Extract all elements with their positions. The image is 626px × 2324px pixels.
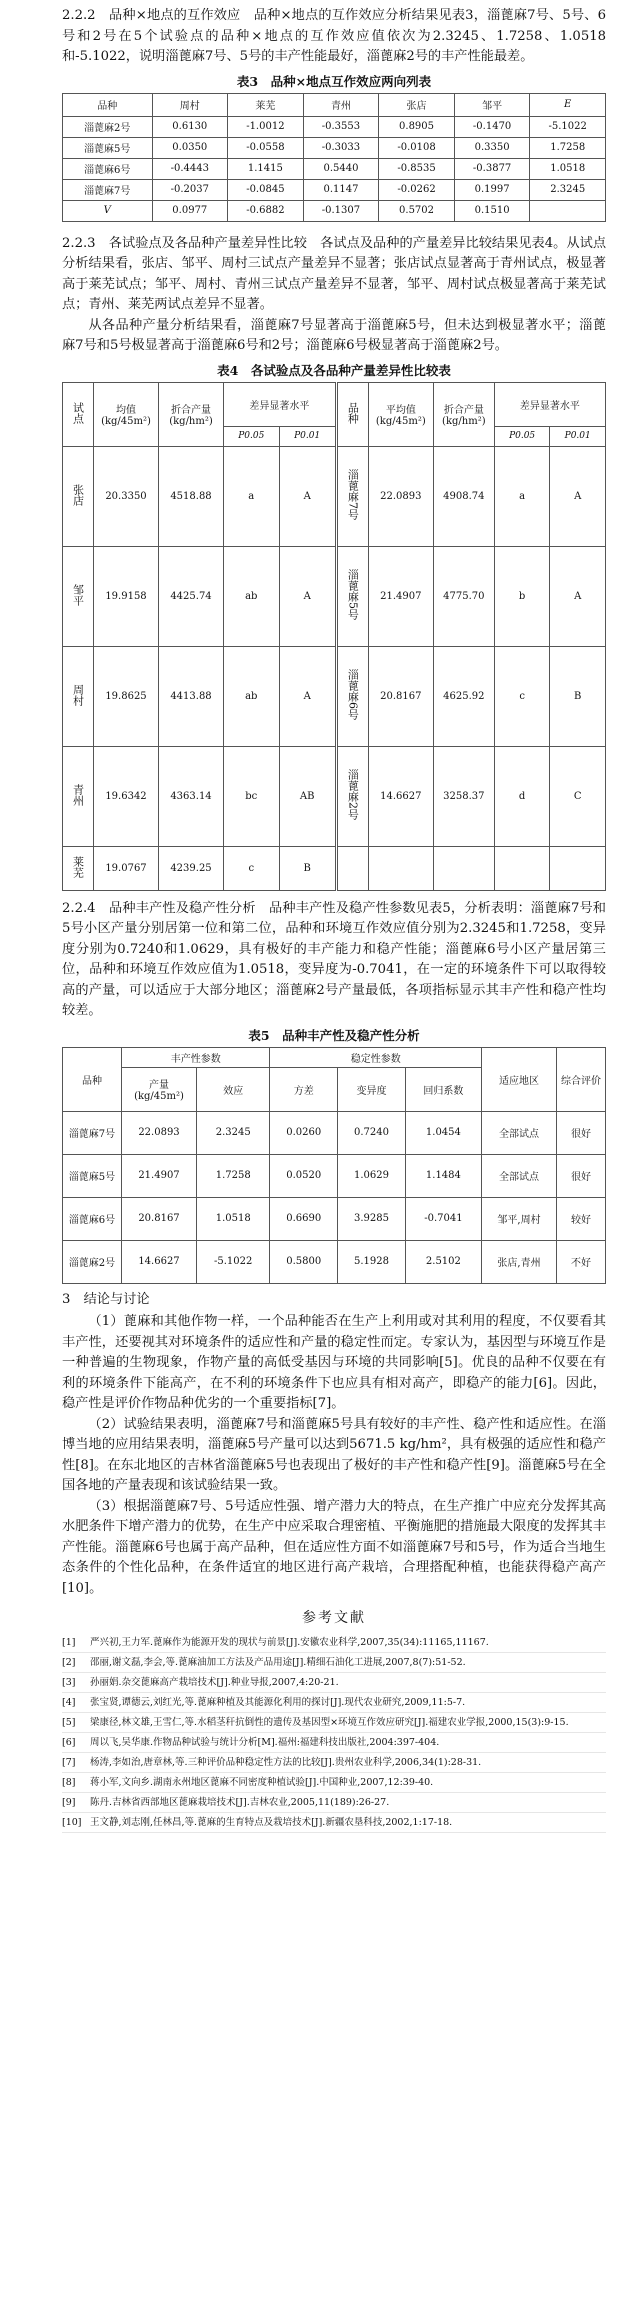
table-3: [62, 93, 606, 222]
section-heading: 2.2.4 品种丰产性及稳产性分析: [62, 900, 256, 916]
table-cell: 19.0767: [94, 846, 159, 890]
table-cell: 淄蓖麻2号: [63, 1240, 122, 1283]
table-cell: [368, 846, 433, 890]
table-cell: [63, 846, 94, 890]
table-header-cell: 青州: [303, 93, 379, 116]
table-cell: -0.0108: [379, 137, 455, 158]
table-cell: -0.0558: [228, 137, 304, 158]
table-cell: ab: [224, 646, 280, 746]
table-cell: [63, 746, 94, 846]
table-cell: -0.1470: [454, 116, 530, 137]
table-cell: [433, 846, 494, 890]
variety-name: 淄蓖麻5号: [346, 569, 360, 620]
table-header-cell: 差异显著水平: [494, 382, 605, 426]
reference-text: 蒋小军,文向乡.湖南永州地区蓖麻不同密度种植试验[J].中国种业,2007,12:39-40.: [90, 1777, 434, 1788]
table-cell: 19.6342: [94, 746, 159, 846]
table-cell: -0.4443: [152, 158, 228, 179]
section-2-2-2: [62, 6, 606, 68]
table-header-cell: 品种: [63, 1047, 122, 1111]
table-row: [63, 137, 606, 158]
table-cell: 0.6130: [152, 116, 228, 137]
table-cell: 1.7258: [197, 1154, 270, 1197]
table-cell: -5.1022: [197, 1240, 270, 1283]
table-cell: 0.5800: [270, 1240, 338, 1283]
table-cell: 0.3350: [454, 137, 530, 158]
table-cell: [336, 546, 368, 646]
table-header-cell: P0.05: [224, 426, 280, 446]
table-header-cell: [159, 382, 224, 446]
table-cell: 不好: [557, 1240, 606, 1283]
paragraph-text: 从各品种产量分析结果看，淄蓖麻7号显著高于淄蓖麻5号，但未达到极显著水平；淄蓖麻7号和5号极显著高于淄蓖麻6号和2号；淄蓖麻6号极显著高于淄蓖麻2号。: [62, 317, 606, 353]
section-2-2-4: [62, 899, 606, 1022]
table-cell: 1.0518: [530, 158, 606, 179]
table-cell: 淄蓖麻7号: [63, 1111, 122, 1154]
reference-text: 杨涛,李如治,唐章林,等.三种评价品种稳定性方法的比较[J].贵州农业科学,2006,34(1):28-31.: [90, 1757, 482, 1768]
table-header-cell: E: [530, 93, 606, 116]
table-cell: -5.1022: [530, 116, 606, 137]
table-cell: [63, 446, 94, 546]
site-name: 青州: [71, 783, 85, 806]
paragraph-text: （3）根据淄蓖麻7号、5号适应性强、增产潜力大的特点，在生产推广中应充分发挥其高水肥条件下增产潜力的优势，在生产中应采取合理密植、平衡施肥的措施最大限度的发挥其丰产性能。淄蓖麻6号也属于高产品种，但在适应性方面不如淄蓖麻7号和5号，作为适合当地生态条件的个性化品种，在条件适宜的地区进行高产栽培，合理搭配种植，也能获得稳产高产[10]。: [62, 1498, 606, 1596]
table-cell: 19.8625: [94, 646, 159, 746]
table-cell: [336, 846, 368, 890]
table-cell: 1.1484: [405, 1154, 481, 1197]
table-4-caption: 表4 各试验点及各品种产量差异性比较表: [217, 362, 451, 378]
table-cell: [550, 846, 606, 890]
site-name: 张店: [71, 483, 85, 506]
table-header-cell: 莱芜: [228, 93, 304, 116]
table-cell: 0.5702: [379, 200, 455, 221]
table-cell: 20.3350: [94, 446, 159, 546]
references-title: 参考文献: [302, 1610, 366, 1626]
table-cell: 淄蓖麻2号: [63, 116, 153, 137]
table-cell: 1.0518: [197, 1197, 270, 1240]
table-cell: a: [494, 446, 550, 546]
table-cell: c: [224, 846, 280, 890]
header-unit: (kg/45m²): [101, 416, 151, 427]
table-cell: [336, 446, 368, 546]
table-header-cell: 变异度: [338, 1067, 406, 1111]
reference-item: [62, 1773, 606, 1793]
section-2-2-3: [62, 234, 606, 316]
table-cell: -0.2037: [152, 179, 228, 200]
header-text: 平均值: [385, 405, 416, 416]
table-cell: 4625.92: [433, 646, 494, 746]
table-cell: A: [279, 546, 336, 646]
table-cell: 22.0893: [122, 1111, 197, 1154]
table-cell: bc: [224, 746, 280, 846]
table-row: [63, 1154, 606, 1197]
table-cell: 1.1415: [228, 158, 304, 179]
table-cell: 21.4907: [368, 546, 433, 646]
reference-number: [10]: [62, 1817, 82, 1828]
reference-number: [5]: [62, 1717, 76, 1728]
table-cell: [336, 646, 368, 746]
table-header-cell: 效应: [197, 1067, 270, 1111]
table-cell: 3.9285: [338, 1197, 406, 1240]
table-row: [63, 846, 606, 890]
table-cell: 14.6627: [368, 746, 433, 846]
table-cell: 2.5102: [405, 1240, 481, 1283]
header-unit: (kg/hm²): [169, 416, 213, 427]
table-cell: 0.1997: [454, 179, 530, 200]
header-text: 折合产量: [443, 405, 484, 416]
reference-item: [62, 1673, 606, 1693]
table-cell: 4363.14: [159, 746, 224, 846]
paragraph-text: 各试点及品种的产量差异比较结果见表4。从试点分析结果看，张店、邹平、周村三试点产量差异不显著；张店试点显著高于青州试点，极显著高于莱芜试点；邹平、周村、青州三试点产量差异不显著，邹平、周村试点极显著高于莱芜试点；青州、莱芜两试点差异不显著。: [62, 235, 607, 312]
site-name: 邹平: [71, 583, 85, 606]
table-cell: 4908.74: [433, 446, 494, 546]
table-cell: 0.5440: [303, 158, 379, 179]
table-cell: d: [494, 746, 550, 846]
paragraph-text: （2）试验结果表明，淄蓖麻7号和淄蓖麻5号具有较好的丰产性、稳产性和适应性。在淄博当地的应用结果表明，淄蓖麻5号产量可以达到5671.5 kg/hm²，具有极强的适应性和稳产性[8]。在东北地区的吉林省淄蓖麻5号也表现出了极好的丰产性和稳产性[9]。淄蓖麻5号在全国各地的产量表现和该试验结果一致。: [62, 1416, 606, 1493]
header-unit: (kg/hm²): [442, 416, 486, 427]
table-row: [63, 179, 606, 200]
table-header-cell: 综合评价: [557, 1047, 606, 1111]
header-text: 试点: [71, 401, 85, 424]
reference-item: [62, 1813, 606, 1833]
table-cell: 0.0520: [270, 1154, 338, 1197]
table-cell: 5.1928: [338, 1240, 406, 1283]
section-3-heading: 3 结论与讨论: [62, 1291, 150, 1307]
table-cell: 0.0350: [152, 137, 228, 158]
table-cell: A: [279, 646, 336, 746]
header-unit: (kg/45m²): [134, 1091, 184, 1102]
table-header-cell: [122, 1067, 197, 1111]
table-cell: 很好: [557, 1111, 606, 1154]
table-cell: -1.0012: [228, 116, 304, 137]
table-cell: a: [224, 446, 280, 546]
table-cell: V: [63, 200, 153, 221]
table-header-cell: P0.01: [550, 426, 606, 446]
reference-number: [4]: [62, 1697, 76, 1708]
table-cell: -0.8535: [379, 158, 455, 179]
table-cell: 4413.88: [159, 646, 224, 746]
table-cell: 1.0629: [338, 1154, 406, 1197]
table-cell: A: [550, 446, 606, 546]
table-cell: 2.3245: [530, 179, 606, 200]
table-header-cell: [433, 382, 494, 446]
table-cell: 0.6690: [270, 1197, 338, 1240]
section-heading: 2.2.3 各试验点及各品种产量差异性比较: [62, 235, 307, 251]
table-cell: 0.0977: [152, 200, 228, 221]
table-cell: b: [494, 546, 550, 646]
table-cell: A: [279, 446, 336, 546]
table-cell: 0.1510: [454, 200, 530, 221]
table-cell: 3258.37: [433, 746, 494, 846]
table-cell: B: [550, 646, 606, 746]
table-cell: B: [279, 846, 336, 890]
table-cell: 14.6627: [122, 1240, 197, 1283]
reference-number: [7]: [62, 1757, 76, 1768]
site-name: 莱芜: [71, 855, 85, 878]
table-cell: 较好: [557, 1197, 606, 1240]
variety-name: 淄蓖麻2号: [346, 769, 360, 820]
table-cell: -0.0262: [379, 179, 455, 200]
site-name: 周村: [71, 683, 85, 706]
table-header-cell: 邹平: [454, 93, 530, 116]
table-cell: c: [494, 646, 550, 746]
table-cell: 2.3245: [197, 1111, 270, 1154]
table-cell: 1.7258: [530, 137, 606, 158]
table-cell: 22.0893: [368, 446, 433, 546]
table-cell: 全部试点: [482, 1111, 557, 1154]
table-header-cell: [368, 382, 433, 446]
table-cell: [530, 200, 606, 221]
table-cell: 0.8905: [379, 116, 455, 137]
table-cell: -0.1307: [303, 200, 379, 221]
reference-item: [62, 1633, 606, 1653]
table-cell: 很好: [557, 1154, 606, 1197]
table-3-caption: 表3 品种×地点互作效应两向列表: [236, 73, 432, 89]
header-unit: (kg/45m²): [375, 416, 426, 427]
table-row: [63, 646, 606, 746]
table-header-cell: 差异显著水平: [224, 382, 337, 426]
table-header-cell: [63, 382, 94, 446]
table-cell: C: [550, 746, 606, 846]
table-cell: [494, 846, 550, 890]
variety-name: 淄蓖麻7号: [346, 469, 360, 520]
table-row: [63, 1111, 606, 1154]
reference-text: 孙丽娟.杂交蓖麻高产栽培技术[J].种业导报,2007,4:20-21.: [90, 1677, 339, 1688]
paragraph-text: （1）蓖麻和其他作物一样，一个品种能否在生产上利用或对其利用的程度，不仅要看其丰产性，还要视其对环境条件的适应性和产量的稳定性而定。专家认为，基因型与环境互作是一种普遍的生物现象，作物产量的高低受基因与环境的共同影响[5]。优良的品种不仅要在有利的环境条件下能高产，在不利的环境条件下也应具有相对高产，即稳产的能力[6]。因此，稳产性是评价作物品种优劣的一个重要指标[7]。: [62, 1314, 606, 1411]
reference-item: [62, 1693, 606, 1713]
reference-number: [3]: [62, 1677, 76, 1688]
table-cell: 淄蓖麻7号: [63, 179, 153, 200]
table-header-cell: 回归系数: [405, 1067, 481, 1111]
reference-number: [2]: [62, 1657, 76, 1668]
reference-item: [62, 1713, 606, 1733]
reference-number: [9]: [62, 1797, 76, 1808]
table-cell: 20.8167: [368, 646, 433, 746]
table-5: [62, 1047, 606, 1284]
reference-item: [62, 1793, 606, 1813]
table-cell: 4425.74: [159, 546, 224, 646]
table-cell: 淄蓖麻5号: [63, 1154, 122, 1197]
table-row: [63, 158, 606, 179]
table-cell: 1.0454: [405, 1111, 481, 1154]
table-cell: 19.9158: [94, 546, 159, 646]
table-header-cell: 周村: [152, 93, 228, 116]
section-heading: 2.2.2 品种×地点的互作效应: [62, 8, 241, 23]
table-cell: 邹平,周村: [482, 1197, 557, 1240]
header-text: 均值: [116, 405, 136, 416]
header-text: 折合产量: [171, 405, 211, 416]
reference-text: 王文静,刘志刚,任林昌,等.蓖麻的生育特点及栽培技术[J].新疆农垦科技,2002,1:17-18.: [90, 1817, 453, 1828]
table-cell: -0.3553: [303, 116, 379, 137]
table-cell: [63, 646, 94, 746]
table-row: [63, 746, 606, 846]
table-cell: -0.3877: [454, 158, 530, 179]
table-header-cell: 丰产性参数: [122, 1047, 270, 1067]
variety-name: 淄蓖麻6号: [346, 669, 360, 720]
header-text: 品种: [346, 401, 360, 424]
table-cell: 4775.70: [433, 546, 494, 646]
table-cell: ab: [224, 546, 280, 646]
table-row: [63, 446, 606, 546]
table-5-caption: 表5 品种丰产性及稳产性分析: [248, 1027, 420, 1043]
table-cell: -0.3033: [303, 137, 379, 158]
table-cell: -0.6882: [228, 200, 304, 221]
table-cell: 4239.25: [159, 846, 224, 890]
table-header-cell: [336, 382, 368, 446]
table-header-cell: 品种: [63, 93, 153, 116]
reference-text: 陈丹.吉林省西部地区蓖麻栽培技术[J].吉林农业,2005,11(189):26-27.: [90, 1797, 390, 1808]
table-row: [63, 1197, 606, 1240]
table-cell: 淄蓖麻6号: [63, 158, 153, 179]
reference-text: 严兴初,王力军.蓖麻作为能源开发的现状与前景[J].安徽农业科学,2007,35(34):11165,11167.: [90, 1637, 489, 1648]
reference-number: [1]: [62, 1637, 76, 1648]
table-cell: 全部试点: [482, 1154, 557, 1197]
table-cell: -0.7041: [405, 1197, 481, 1240]
reference-number: [8]: [62, 1777, 76, 1788]
reference-text: 梁康径,林文雄,王雪仁,等.水稻茎秆抗倒性的遗传及基因型×环境互作效应研究[J].福建农业学报,2000,15(3):9-15.: [90, 1717, 569, 1728]
table-4: [62, 382, 606, 891]
table-cell: 0.0260: [270, 1111, 338, 1154]
table-cell: 0.7240: [338, 1111, 406, 1154]
table-header-cell: [94, 382, 159, 446]
table-cell: -0.0845: [228, 179, 304, 200]
table-row: [63, 1240, 606, 1283]
table-header-cell: 稳定性参数: [270, 1047, 482, 1067]
reference-item: [62, 1753, 606, 1773]
paragraph-text: 品种丰产性及稳产性参数见表5，分析表明：淄蓖麻7号和5号小区产量分别居第一位和第二位，品种和环境互作效应值分别为2.3245和1.7258，变异度分别为0.7240和1.0629，具有极好的丰产能力和稳产性能；淄蓖麻6号小区产量居第三位，品种和环境互作效应值为1.0518，变异度为-0.7041，在一定的环境条件下可以取得较高的产量，可以适应于大部分地区；淄蓖麻2号产量最低，各项指标显示其丰产性和稳产性均较差。: [62, 900, 606, 1018]
reference-number: [6]: [62, 1737, 76, 1748]
table-cell: 21.4907: [122, 1154, 197, 1197]
reference-text: 张宝贤,谭德云,刘红光,等.蓖麻种植及其能源化利用的探讨[J].现代农业研究,2009,11:5-7.: [90, 1697, 466, 1708]
reference-text: 周以飞,吴华康.作物品种试验与统计分析[M].福州:福建科技出版社,2004:397-404.: [90, 1737, 440, 1748]
table-header-cell: P0.05: [494, 426, 550, 446]
table-cell: [336, 746, 368, 846]
table-cell: 淄蓖麻5号: [63, 137, 153, 158]
header-text: 产量: [149, 1080, 169, 1091]
table-cell: 20.8167: [122, 1197, 197, 1240]
table-header-cell: 方差: [270, 1067, 338, 1111]
table-cell: 张店,青州: [482, 1240, 557, 1283]
table-row: [63, 546, 606, 646]
table-header-cell: 适应地区: [482, 1047, 557, 1111]
table-cell: 0.1147: [303, 179, 379, 200]
table-cell: [63, 546, 94, 646]
references: [62, 1607, 606, 1833]
reference-text: 邵丽,谢文磊,李会,等.蓖麻油加工方法及产品用途[J].精细石油化工进展,2007,8(7):51-52.: [90, 1657, 466, 1668]
table-cell: A: [550, 546, 606, 646]
table-row: [63, 116, 606, 137]
table-header-cell: 张店: [379, 93, 455, 116]
table-row: [63, 200, 606, 221]
table-cell: 4518.88: [159, 446, 224, 546]
table-cell: AB: [279, 746, 336, 846]
table-cell: 淄蓖麻6号: [63, 1197, 122, 1240]
reference-item: [62, 1733, 606, 1753]
table-header-cell: P0.01: [279, 426, 336, 446]
reference-item: [62, 1653, 606, 1673]
paragraph-text: 品种×地点的互作效应分析结果见表3，淄蓖麻7号、5号、6号和2号在5个试验点的品种×地点的互作效应值依次为2.3245、1.7258、1.0518和-5.1022，说明淄蓖麻7号、5号的丰产性能最好，淄蓖麻2号的丰产性能最差。: [62, 8, 606, 64]
